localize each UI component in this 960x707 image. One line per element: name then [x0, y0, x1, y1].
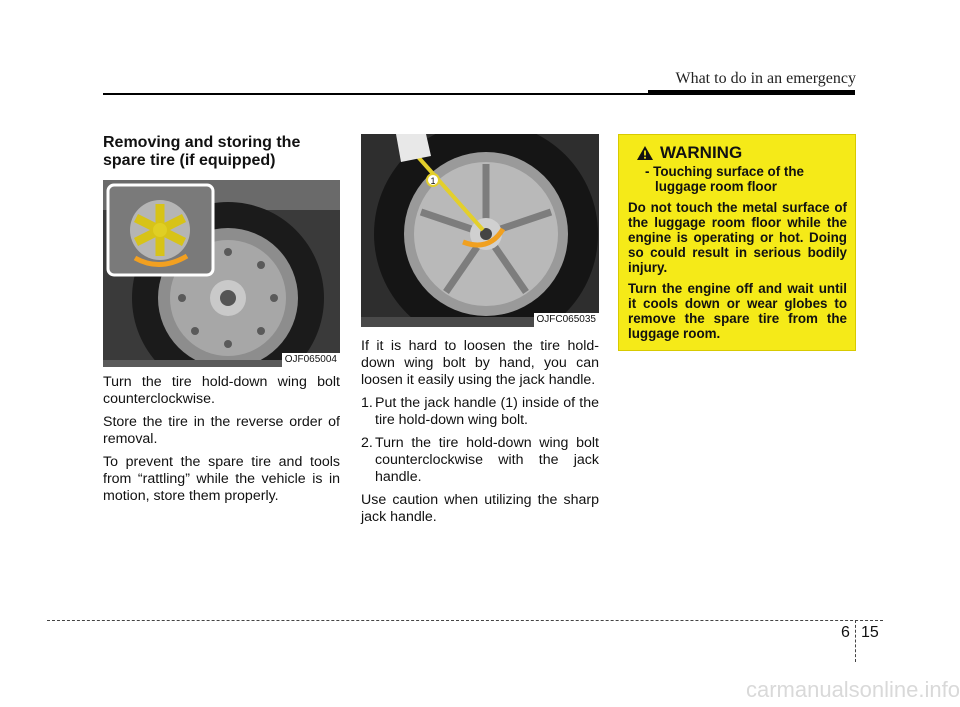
warning-subtitle-line1: - Touching surface of the — [645, 164, 804, 179]
warning-header — [636, 143, 847, 163]
step-text: Turn the tire hold-down wing bolt counterclockwise with the jack handle. — [375, 435, 599, 485]
warning-subtitle — [645, 164, 847, 194]
step-number: 2. — [361, 435, 373, 451]
left-column — [103, 134, 340, 511]
warning-paragraph-1: Do not touch the metal surface of the luggage room floor while the engine is operating or hot. Doing so could result in serious bodily injury. — [628, 200, 847, 275]
section-header-title: What to do in an emergency — [675, 70, 856, 87]
paragraph-2: Store the tire in the reverse order of removal. — [103, 414, 340, 447]
warning-paragraph-2: Turn the engine off and wait until it cools down or wear globes to remove the spare tire from the luggage room. — [628, 281, 847, 341]
middle-column — [361, 134, 599, 532]
figure-code: OJFC065035 — [534, 313, 599, 327]
watermark: carmanualsonline.info — [745, 677, 960, 702]
section-heading: Removing and storing the spare tire (if equipped) — [103, 134, 301, 169]
jack-handle-figure — [361, 134, 599, 327]
step-text: Put the jack handle (1) inside of the tire hold-down wing bolt. — [375, 395, 599, 428]
paragraph-3: To prevent the spare tire and tools from “rattling” while the vehicle is in motion, store them properly. — [103, 454, 340, 504]
spare-tire-illustration — [103, 180, 340, 367]
intro-paragraph: If it is hard to loosen the tire hold-down wing bolt by hand, you can loosen it easily using the jack handle. — [361, 338, 599, 388]
warning-subtitle-line2: luggage room floor — [655, 179, 777, 194]
caution-paragraph: Use caution when utilizing the sharp jack handle. — [361, 492, 599, 525]
warning-triangle-icon — [636, 145, 654, 161]
steps-list — [361, 395, 599, 486]
footer-rule — [47, 620, 883, 621]
footer-divider — [855, 620, 856, 662]
header-rule-accent — [648, 90, 855, 95]
warning-title: WARNING — [660, 143, 743, 162]
warning-box — [618, 134, 856, 351]
list-item — [361, 435, 599, 486]
page-number: 15 — [861, 624, 879, 641]
jack-handle-illustration — [361, 134, 599, 327]
callout-number: 1 — [430, 176, 436, 186]
spare-tire-figure — [103, 180, 340, 367]
paragraph-1: Turn the tire hold-down wing bolt counterclockwise. — [103, 374, 340, 407]
list-item — [361, 395, 599, 429]
section-number: 6 — [841, 624, 850, 641]
figure-code: OJF065004 — [282, 353, 340, 367]
step-number: 1. — [361, 395, 373, 411]
